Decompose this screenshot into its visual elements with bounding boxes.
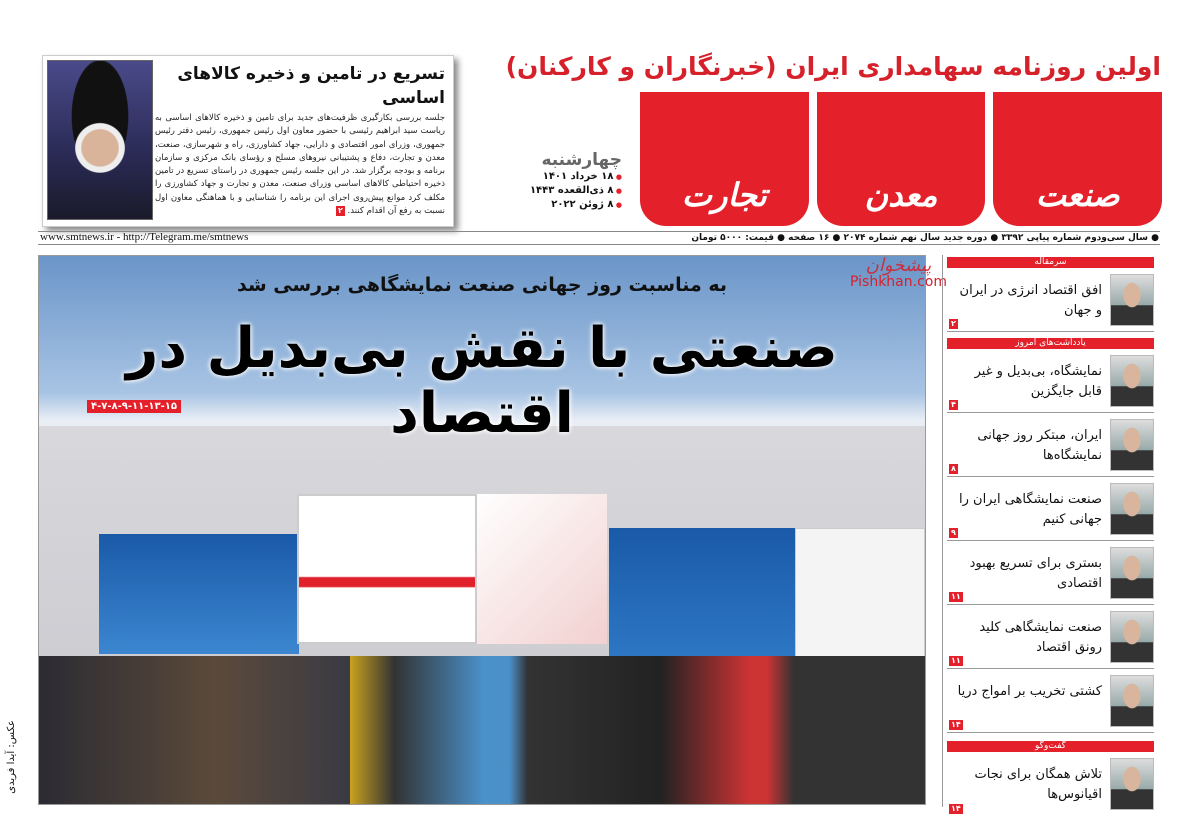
main-page-refs: ۴-۷-۸-۹-۱۱-۱۳-۱۵ [87,400,181,413]
sidebar [942,255,1160,813]
note-item[interactable] [947,541,1154,605]
issue-info: ● سال سی‌ودوم شماره پیاپی ۳۳۹۲ ● دوره جدید سال نهم شماره ۲۰۷۴ ● ۱۶ صفحه ● قیمت: ۵۰۰۰ تومان [691,233,1159,243]
main-story[interactable] [38,255,926,805]
item-title: ایران، مبتکر روز جهانی نمایشگاه‌ها [977,428,1102,463]
page-ref: ۱۴ [951,804,961,813]
date-block [510,150,622,212]
item-title: نمایشگاه، بی‌بدیل و غیر قابل جایگزین [974,364,1102,399]
weekday: چهارشنبه [541,150,622,170]
top-story-body [155,112,445,218]
date-gregorian: ● ۸ ژوئن ۲۰۲۲ [510,198,622,212]
editorial-item[interactable] [947,268,1154,332]
item-title: کشتی تخریب بر امواج دریا [957,684,1102,699]
page-ref: ۴ [951,400,956,409]
author-photo [1110,274,1154,326]
note-item[interactable] [947,477,1154,541]
section-notes: یادداشت‌های امروز [947,338,1154,349]
photo-banner [297,494,477,644]
top-story-photo [47,60,153,220]
author-photo [1110,419,1154,471]
logo-word: صنعت [993,92,1162,226]
date-solar: ● ۱۸ خرداد ۱۴۰۱ [510,170,622,184]
section-interview: گفت‌وگو [947,741,1154,752]
note-item[interactable] [947,605,1154,669]
watermark-en: Pishkhan.com [850,274,947,290]
photo-crowd [39,656,926,805]
interview-item[interactable] [947,752,1154,816]
item-title: صنعت نمایشگاهی کلید رونق اقتصاد [979,620,1102,655]
item-title: بستری برای تسریع بهبود اقتصادی [969,556,1102,591]
page-ref: ۲ [337,206,343,216]
author-photo [1110,675,1154,727]
page-ref: ۱۱ [951,592,961,601]
photo-banner [99,534,299,654]
note-item[interactable] [947,413,1154,477]
pishkhan-watermark [850,255,947,290]
item-title: تلاش همگان برای نجات اقیانوس‌ها [974,767,1102,802]
author-photo [1110,547,1154,599]
author-photo [1110,611,1154,663]
item-title: افق اقتصاد انرژی در ایران و جهان [959,283,1102,318]
watermark-fa: پیشخوان [865,255,932,276]
logo-word: تجارت [640,92,809,226]
author-photo [1110,758,1154,810]
section-editorial: سرمقاله [947,257,1154,268]
main-headline[interactable]: صنعتی با نقش بی‌بدیل در اقتصاد [126,316,838,446]
page-ref: ۱۴ [951,720,961,729]
photo-credit: عکس: آیدا فریدی [6,720,17,794]
note-item[interactable] [947,349,1154,413]
website-links[interactable]: www.smtnews.ir - http://Telegram.me/smtnews [40,231,249,243]
top-story-box[interactable] [42,55,454,227]
author-photo [1110,355,1154,407]
date-lunar: ● ۸ ذی‌القعده ۱۴۴۳ [510,184,622,198]
newspaper-logo [640,92,1162,226]
page-ref: ۹ [951,528,956,537]
item-title: صنعت نمایشگاهی ایران را جهانی کنیم [959,492,1102,527]
note-item[interactable] [947,669,1154,733]
main-kicker: به مناسبت روز جهانی صنعت نمایشگاهی بررسی شد [236,274,728,296]
page-ref: ۲ [951,319,956,328]
photo-banner [477,494,607,644]
page-ref: ۱۱ [951,656,961,665]
author-photo [1110,483,1154,535]
top-story-text: جلسه بررسی بکارگیری ظرفیت‌های جدید برای تامین و ذخیره کالاهای اساسی به ریاست سید ابراهیم رئیسی با حضور معاون اول رئیس جمهوری، رئیس دفتر رئیس جمهوری، وزرای امور اقتصادی و دارایی، جهاد کشاورزی، راه و شهرسازی، صنعت، معدن و تجارت، دفاع و پشتیبانی نیروهای مسلح و رؤسای بانک مرکزی و سازمان برنامه و بودجه برگزار شد. در این جلسه رئیس جمهوری در راستای تسریع در تامین ذخیره احتیاطی کالاهای اساسی وزرای صنعت، معدن و تجارت و جهاد کشاورزی را مکلف کرد موانع پیش‌روی اجرای این برنامه را شناسایی و با هماهنگی معاون اول نسبت به رفع آن اقدام کنند. [155,113,445,217]
page-ref: ۸ [951,464,956,473]
logo-word: معدن [817,92,986,226]
top-story-title[interactable]: تسریع در تامین و ذخیره کالاهای اساسی [177,64,445,108]
masthead-tagline: اولین روزنامه سهامداری ایران (خبرنگاران و کارکنان) [505,52,1161,81]
